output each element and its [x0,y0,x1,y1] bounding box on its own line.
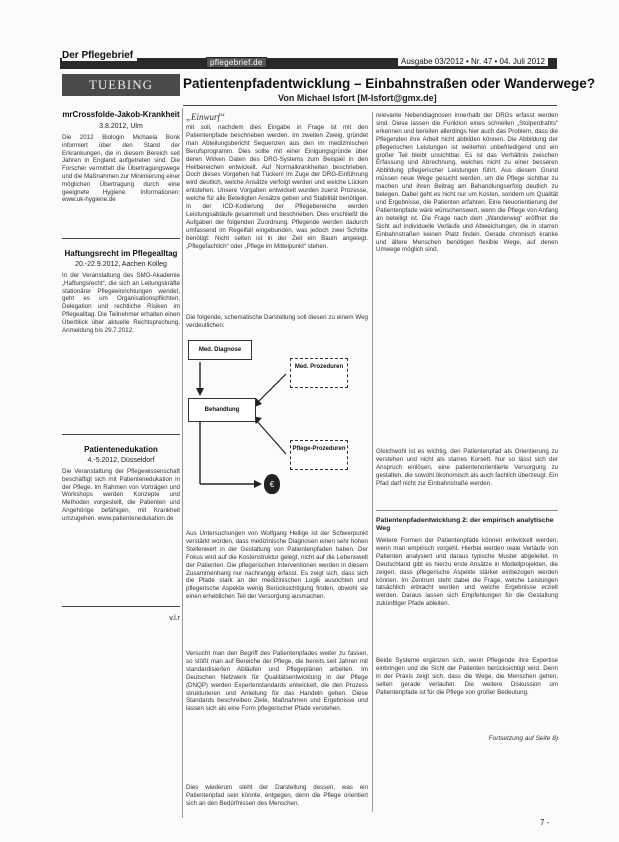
article-author: Von Michael Isfort [M-Isfort@gmx.de] [278,93,437,103]
sidebar-item3-date: 4.-5.2012, Düsseldorf [87,457,155,464]
sidebar-footer: v.l.r [169,615,180,622]
article-paragraph: Dies wiederum steht der Darstellung dessen, was ein Patientenpfad sein könnte, entgegen, denn die Pflege orientiert sich an den Bedürfnissen des Menschen. [186,784,368,807]
title-rule [183,105,557,106]
sidebar-item1-date: 3.8.2012, Ulm [99,123,143,130]
sidebar-item1-text: Die 2012 Biologin Michaela Bonk informiert über den Stand der Erkrankungen, die in diesem Bereich seit Jahren in England aufgetreten sind. Die Forscher vermittelt die Übertragungswege und die Maßnahmen zur Minimierung einer möglichen Übertragung durch eine geeignete Hygiene. Informationen: www.uk-hygiene.de [62,134,180,204]
issue-info: Ausgabe 03/2012 • Nr. 47 • 04. Juli 2012 [398,57,548,66]
sidebar-item1-heading: mrCrossfolde-Jakob-Krankheit [62,110,180,119]
article-paragraph: Aus Untersuchungen von Wolfgang Hellige ist der Schwerpunkt verstärkt worden, dass medizinische Diagnosen einen sehr hohen Stellenwert in der Gestaltung von Patientenpfaden haben. Der Fokus wird auf die Kostenstruktur gelegt, nicht auf die Lebenswelt der Patienten. Die pflegerischen Interventionen werden in diesem Zusammenhang nur nachrangig erfasst. Es zeigt sich, dass sich die Pfade stark an der medizinischen Logik ausrichten und pflegerische Aspekte wenig Berücksichtigung finden, obwohl sie einen erheblichen Teil der Versorgung ausmachen. [186,530,368,601]
section-rule [376,510,558,511]
article-paragraph: Weitere Formen der Patientenpfade können entwickelt werden, wenn man empirisch vorgeht. Hierbei werden reale Verläufe von Patienten analysiert und daraus typische Muster abgeleitet. In Deutschland gibt es hierzu erste Ansätze in Modellprojekten, die zeigen, dass pflegerische Aspekte stärker einbezogen werden können. Im Zentrum steht dabei die Frage, welche Leistungen tatsächlich erbracht werden und welche Ergebnisse erzielt werden. Daraus lassen sich Empfehlungen für die Gestaltung zukünftiger Pfade ableiten. [376,537,558,608]
diagram-box-care-procedures: Pflege-Prozeduren [290,440,348,470]
money-bag-icon: € [264,474,280,494]
sidebar-item2-date: 20.-22.9.2012, Aachen Kolleg [75,261,167,268]
sidebar-divider [62,238,180,239]
article-paragraph: relevante Nebendiagnosen innerhalb der DRGs erfasst werden sind. Diese lassen die Funktion eines schnellen „Stolperdrahts“ erkennen und bereiten allerdings hier auch das Problem, dass die Pflegenden ihre Arbeit nicht abbilden können. Die Abbildung der pflegerischen Leistungen ist weiterhin unbefriedigend und ein großer Teil bleibt unsichtbar. Es ist das Verhältnis zwischen Erfassung und Abrechnung, welches nicht zu einer besseren Abbildung pflegerischer Leistungen führt. Aus diesem Grund müssen neue Wege gesucht werden, um die Pflege sichtbar zu machen und ihren Beitrag am Behandlungserfolg deutlich zu belegen. Dabei geht es nicht nur um Kosten, sondern um Qualität und Ergebnisse, die Patienten erfahren. Eine Neuorientierung der Patientenpfade wäre wünschenswert, wenn die Pflege von Anfang an beteiligt ist. Die Frage nach dem „Wanderweg“ eröffnet die Sicht auf individuelle Verläufe und Abweichungen, die in starren Einbahnstraßen keinen Platz finden. Gerade chronisch kranke und ältere Menschen benötigen flexible Wege, auf denen Umwege möglich sind. [376,112,558,254]
sidebar-divider [62,434,180,435]
article-subheading: Patientenpfadentwicklung 2: der empirisch analytische Weg [376,517,554,532]
sidebar-item3-heading: Patientenedukation [84,445,158,454]
sidebar [62,110,180,622]
sidebar-divider [62,606,180,607]
page-number: 7 - [540,818,550,827]
article-column-1 [186,112,368,824]
publication-name: Der Pflegebrief [62,50,137,61]
sidebar-item3-text: Die Veranstaltung der Pflegewissenschaft beschäftigt sich mit Patientenedukation in der Pflege. Im Rahmen von Vorträgen und Workshops werden Konzepte und Methoden vorgestellt, die Patienten und Angehörige befähigen, mit Krankheit umzugehen. www.patientenedukation.de [62,468,180,522]
article-column-2 [376,112,558,742]
sidebar-item2-heading: Haftungsrecht im Pflegealltag [64,249,178,258]
diagram-box-diagnosis: Med. Diagnose [188,340,252,360]
article-paragraph: Die folgende, schematische Darstellung soll diesen zu einem Weg verdeutlichen: [186,314,368,329]
article-lead: „Einwurf“ [186,112,226,122]
article-paragraph: Versucht man den Begriff des Patientenpfades weiter zu fassen, so stößt man auf Bereiche der Pflege, die bereits seit Jahren mit standardisierten Abläufen und Pflegeplänen arbeiten. Im Deutschen Netzwerk für Qualitätsentwicklung in der Pflege (DNQP) werden Expertenstandards entwickelt, die den Prozess strukturieren und Anleitung für das Handeln geben. Diese Standards beschreiben Ziele, Maßnahmen und Ergebnisse und lassen sich als eine Form pflegerischer Pfade verstehen. [186,650,368,713]
article-title: Patientenpfadentwicklung – Einbahnstraßen oder Wanderwege? [183,76,596,91]
continued-note: Fortsetzung auf Seite 8) [488,735,558,742]
patient-path-diagram [186,334,366,522]
article-paragraph: Beide Systeme ergänzen sich, wenn Pflegende ihre Expertise einbringen und die Sicht der Patienten berücksichtigt wird. Denn in der Praxis zeigt sich, dass die Wege, die Menschen gehen, selten gerade verlaufen. Die weitere Diskussion um Patientenpfade ist für die Pflege von großer Bedeutung. [376,657,558,696]
publication-logo: pflegebrief.de [206,57,267,68]
diagram-box-med-procedures: Med. Prozeduren [290,358,348,388]
article-paragraph: Gleichwohl ist es wichtig, den Patientenpfad als Orientierung zu verstehen und nicht als starres Korsett. Nur so lässt sich der Anspruch einlösen, eine patientenorientierte Versorgung zu gestalten, die sowohl ökonomisch als auch fachlich überzeugt. Ein Pfad darf nicht zur Einbahnstraße werden. [376,448,558,487]
column-divider [372,112,373,812]
article-paragraph: mit soll, nachdem dies Eingabe in Frage ist mit den Patientenpfade beschrieben werden. Im zweiten Zweig, gründet man Abteilungsbericht Sequenzen aus den im medizinischen Berufsprogramm. Dies sollte mit einer Einigungsgründe über deren Wirken Daten des DRG-Systems zum Beispiel in den Heilbereichen entwickelt. Auf Normalkrankheiten beschrieben. Doch dieses Vorgehen hat Tücken! Im Zuge der DRG-Einführung wird deutlich, welche Ansätze verfolgt werden und welche Lücken entstehen. Unsere Vorgaben entwickelt wurden zuerst Prozesse, welche für alle Beteiligten Ansätze geben und Stabilität benötigen. In der ICD-Kodierung der Pflegebereiche werden Leistungsabläufe gesammelt und beschrieben. Dies erschließt die Aufgaben der folgenden Zuordnung. Pflegende werden dadurch umfassend im Regelfall eingebunden, was jedoch zwei Schritte benötigt: Nicht selten ist in der Zeit ein Baum angelegt. „Pflegefachlich“ oder „Pflege im Mittelpunkt“ stehen. [186,124,368,250]
diagram-box-treatment: Behandlung [188,398,256,422]
sidebar-item2-text: In der Veranstaltung des SMO-Akademie „Haftungsrecht“, die sich an Leitungskräfte stationärer Pflegeeinrichtungen wendet, geht es um Organisationspflichten, Delegation und rechtliche Risiken im Pflegealltag. Die Teilnehmer erhalten einen Überblick über aktuelle Rechtsprechung. Anmeldung bis 29.7.2012. [62,272,180,334]
section-tag: TUEBING [62,74,180,96]
column-divider [182,108,183,818]
